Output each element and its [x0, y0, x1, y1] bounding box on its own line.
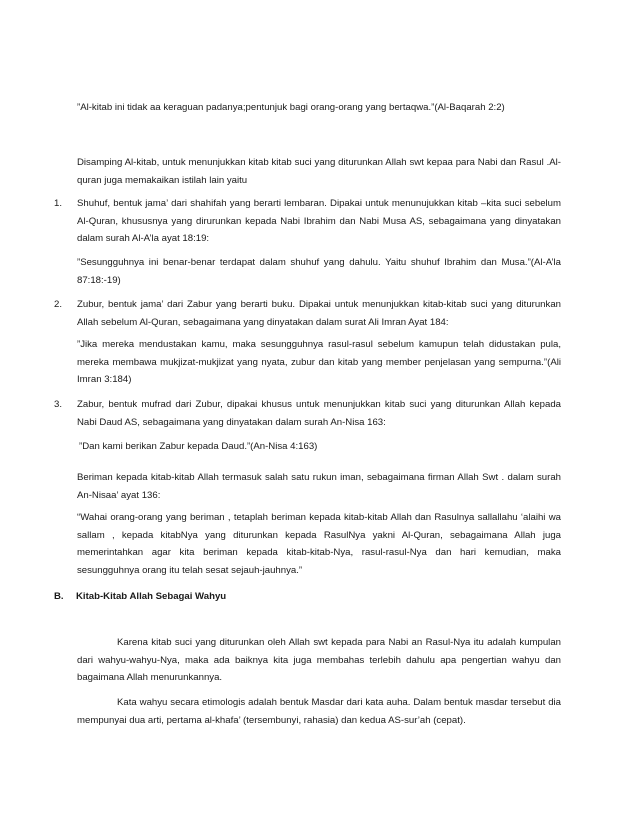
paragraph-rukun-iman: Beriman kepada kitab-kitab Allah termasuk salah satu rukun iman, sebagaimana firman Allah Swt . dalam surah An-Nisaa’ ayat 136:: [77, 472, 561, 501]
paragraph-kumpulan-wahyu: Karena kitab suci yang diturunkan oleh Allah swt kepada para Nabi an Rasul-Nya itu adalah kumpulan dari wahyu-wahyu-Nya, maka ada baiknya kita juga membahas terlebih dahulu apa pengertian wahyu dan bagaimana Allah menurunkannya.: [77, 637, 561, 683]
quote-al-baqarah: ”Al-kitab ini tidak aa keraguan padanya;pentunjuk bagi orang-orang yang bertaqwa.”(Al-Baqarah 2:2): [77, 102, 505, 113]
section-heading-b: [54, 588, 226, 606]
list-item-zubur: Zubur, bentuk jama’ dari Zabur yang berarti buku. Dipakai untuk menunjukkan kitab-kitab suci yang diturunkan Allah sebelum Al-Quran, sebagaimana yang dinyatakan dalam surat Ali Imran Ayat 184:: [77, 299, 561, 328]
quote-an-nisaa-136: “Wahai orang-orang yang beriman , tetaplah beriman kepada kitab-kitab Allah dan Rasulnya sallallahu ‘alaihi wa sallam , kepada kitabNya yang diturunkan kepada RasulNya yakni Al-Quran, sebagaimana Allah juga memerintahkan agar kita beriman kepada kitab-kitab-Nya, rasul-rasul-Nya dan hari kemudian, maka sesungguhnya orang itu telah sesat sejauh-jauhnya.”: [77, 512, 561, 576]
section-letter: B.: [54, 591, 64, 602]
quote-an-nisa: ”Dan kami berikan Zabur kepada Daud.”(An-Nisa 4:163): [79, 441, 318, 452]
list-item-zabur: Zabur, bentuk mufrad dari Zubur, dipakai khusus untuk menunjukkan kitab suci yang diturunkan Allah kepada Nabi Daud AS, sebagaimana yang dinyatakan dalam surah An-Nisa 163:: [77, 399, 561, 428]
list-item-shuhuf: Shuhuf, bentuk jama’ dari shahifah yang berarti lembaran. Dipakai untuk menunujukkan kitab –kita suci sebelum Al-Quran, khususnya yang dirurunkan kepada Nabi Ibrahim dan Nabi Musa AS, sebagaimana yang dinyatakan dalam surah Al-A’la ayat 18:19:: [77, 198, 561, 244]
paragraph-istilah-lain: Disamping Al-kitab, untuk menunjukkan kitab kitab suci yang diturunkan Allah swt kepaa para Nabi dan Rasul .Al-quran juga memakaikan istilah lain yaitu: [77, 157, 561, 186]
paragraph-etimologi-wahyu: Kata wahyu secara etimologis adalah bentuk Masdar dari kata auha. Dalam bentuk masdar tersebut dia mempunyai dua arti, pertama al-khafa’ (tersembunyi, rahasia) dan kedua AS-sur’ah (cepat).: [77, 697, 561, 726]
quote-al-ala: ”Sesungguhnya ini benar-benar terdapat dalam shuhuf yang dahulu. Yaitu shuhuf Ibrahim dan Musa.”(Al-A’la 87:18:-19): [77, 257, 561, 286]
list-number-1: 1.: [54, 198, 63, 209]
list-number-3: 3.: [54, 399, 63, 410]
section-title: Kitab-Kitab Allah Sebagai Wahyu: [76, 591, 227, 602]
quote-ali-imran: ”Jika mereka mendustakan kamu, maka sesungguhnya rasul-rasul sebelum kamupun telah didustakan pula, mereka membawa mukjizat-mukjizat yang nyata, zubur dan kitab yang member penjelasan yang sempurna.”(Ali Imran 3:184): [77, 339, 561, 385]
list-number-2: 2.: [54, 299, 63, 310]
